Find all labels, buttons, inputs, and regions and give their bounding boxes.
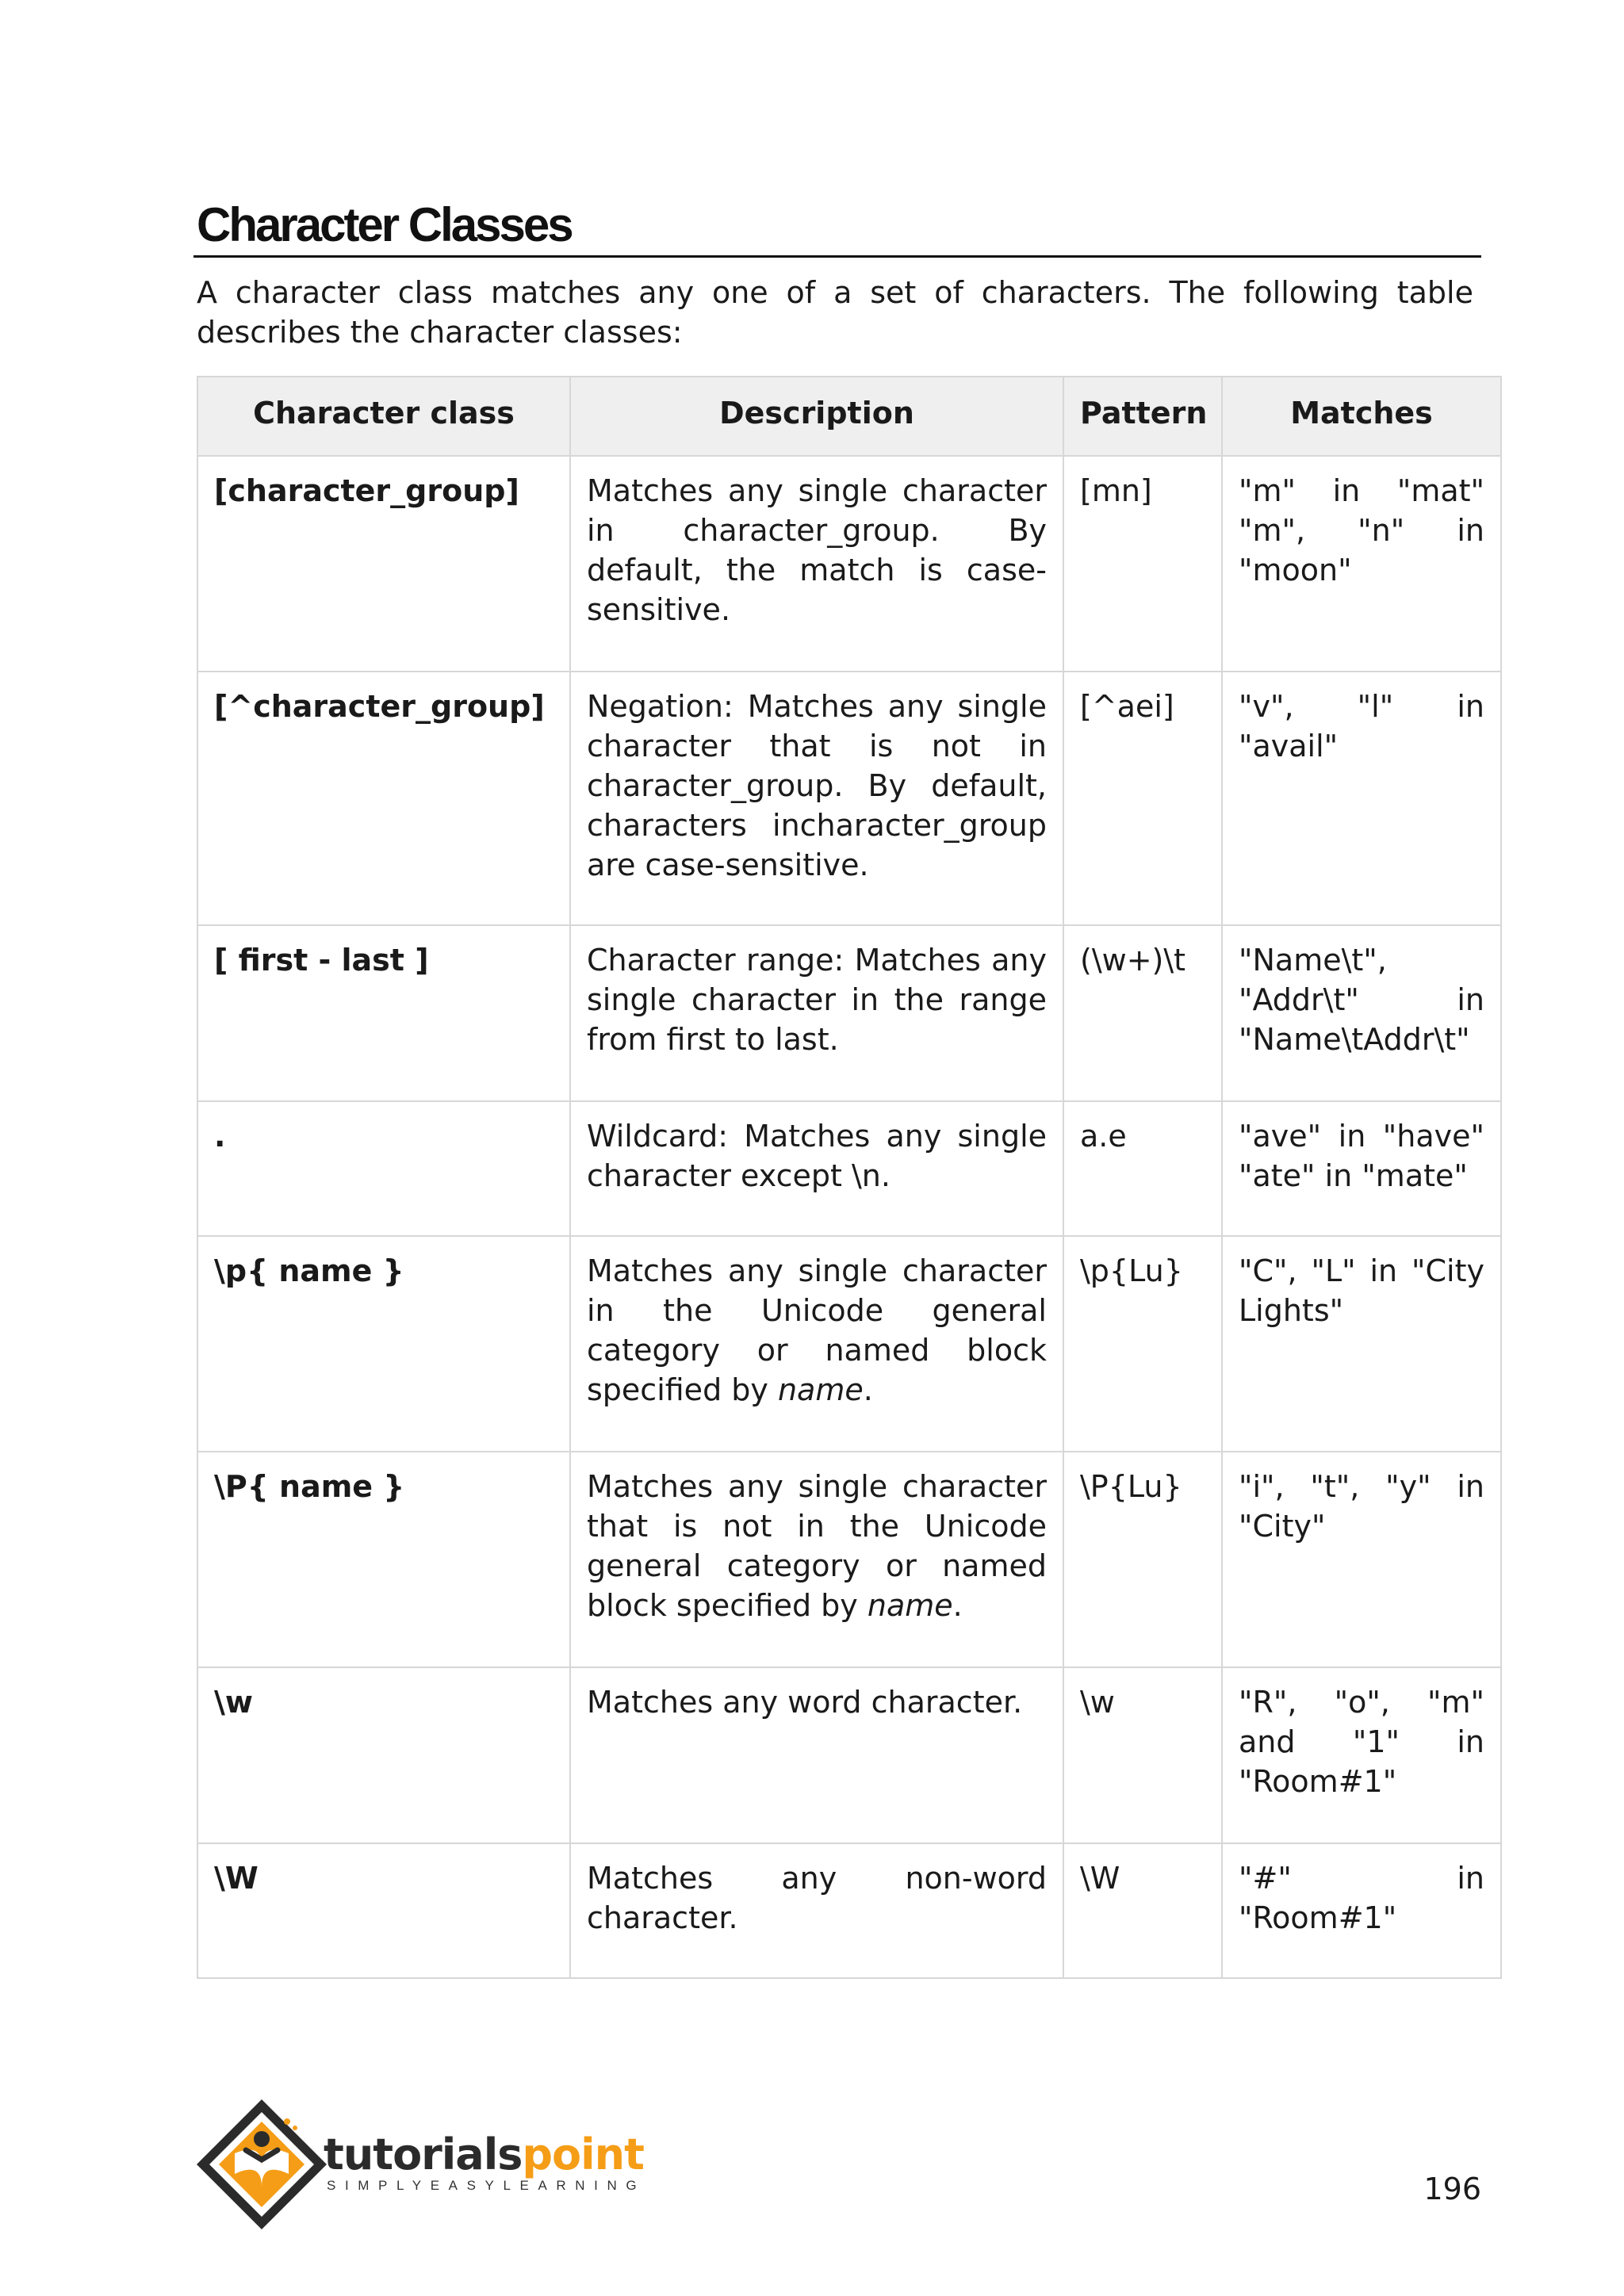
description-text: Matches any single character that is not in the Unicode general category or named block specified by: [587, 1469, 1047, 1623]
cell-description: Matches any non-word character.: [570, 1843, 1063, 1978]
header-description: Description: [570, 377, 1063, 456]
header-matches: Matches: [1222, 377, 1501, 456]
description-text-end: .: [863, 1372, 873, 1407]
cell-pattern: [^aei]: [1063, 672, 1222, 925]
title-underline: [193, 255, 1481, 258]
cell-character-class: \P{ name }: [197, 1452, 570, 1667]
cell-description: [570, 1236, 1063, 1452]
table-row: [197, 1101, 1501, 1236]
description-text: Matches any single character in the Unicode general category or named block specified by: [587, 1253, 1047, 1407]
page-number: 196: [1423, 2172, 1481, 2206]
table-row: [197, 1843, 1501, 1978]
cell-pattern: \P{Lu}: [1063, 1452, 1222, 1667]
cell-character-class: \w: [197, 1667, 570, 1843]
table-row: [197, 1452, 1501, 1667]
cell-description: Character range: Matches any single character in the range from first to last.: [570, 925, 1063, 1101]
table-row: [197, 925, 1501, 1101]
cell-character-class: [character_group]: [197, 456, 570, 672]
cell-character-class: \W: [197, 1843, 570, 1978]
cell-character-class: .: [197, 1101, 570, 1236]
description-emphasis: name: [867, 1588, 953, 1623]
cell-matches: "Name\t", "Addr\t" in "Name\tAddr\t": [1222, 925, 1501, 1101]
cell-pattern: a.e: [1063, 1101, 1222, 1236]
cell-description: [570, 1452, 1063, 1667]
table-header-row: [197, 377, 1501, 456]
cell-matches: "i", "t", "y" in "City": [1222, 1452, 1501, 1667]
cell-pattern: \w: [1063, 1667, 1222, 1843]
table-row: [197, 672, 1501, 925]
cell-description: Negation: Matches any single character that is not in character_group. By default, characters incharacter_group are case-sensitive.: [570, 672, 1063, 925]
cell-description: Wildcard: Matches any single character except \n.: [570, 1101, 1063, 1236]
description-text-end: .: [952, 1588, 963, 1623]
cell-pattern: \p{Lu}: [1063, 1236, 1222, 1452]
cell-character-class: [ first - last ]: [197, 925, 570, 1101]
cell-pattern: [mn]: [1063, 456, 1222, 672]
description-emphasis: name: [777, 1372, 864, 1407]
cell-matches: "C", "L" in "City Lights": [1222, 1236, 1501, 1452]
logo-word-tutorials: tutorials: [324, 2130, 523, 2179]
cell-character-class: \p{ name }: [197, 1236, 570, 1452]
table-row: [197, 1667, 1501, 1843]
cell-pattern: (\w+)\t: [1063, 925, 1222, 1101]
page-title: Character Classes: [197, 198, 572, 251]
table-row: [197, 456, 1501, 672]
diamond-book-person-icon: [197, 2099, 327, 2229]
header-pattern: Pattern: [1063, 377, 1222, 456]
cell-description: Matches any single character in character_group. By default, the match is case-sensitive.: [570, 456, 1063, 672]
cell-matches: "v", "l" in "avail": [1222, 672, 1501, 925]
cell-matches: "m" in "mat" "m", "n" in "moon": [1222, 456, 1501, 672]
logo-word-point: point: [522, 2130, 644, 2179]
logo-tagline: SIMPLYEASYLEARNING: [327, 2178, 646, 2193]
cell-matches: "R", "o", "m" and "1" in "Room#1": [1222, 1667, 1501, 1843]
cell-description: Matches any word character.: [570, 1667, 1063, 1843]
cell-matches: "#" in "Room#1": [1222, 1843, 1501, 1978]
intro-paragraph: A character class matches any one of a set of characters. The following table describes the character classes:: [197, 275, 1473, 350]
character-classes-table: [197, 376, 1502, 1979]
table-row: [197, 1236, 1501, 1452]
cell-pattern: \W: [1063, 1843, 1222, 1978]
cell-matches: "ave" in "have" "ate" in "mate": [1222, 1101, 1501, 1236]
header-character-class: Character class: [197, 377, 570, 456]
logo-wordmark: [324, 2131, 644, 2179]
cell-character-class: [^character_group]: [197, 672, 570, 925]
